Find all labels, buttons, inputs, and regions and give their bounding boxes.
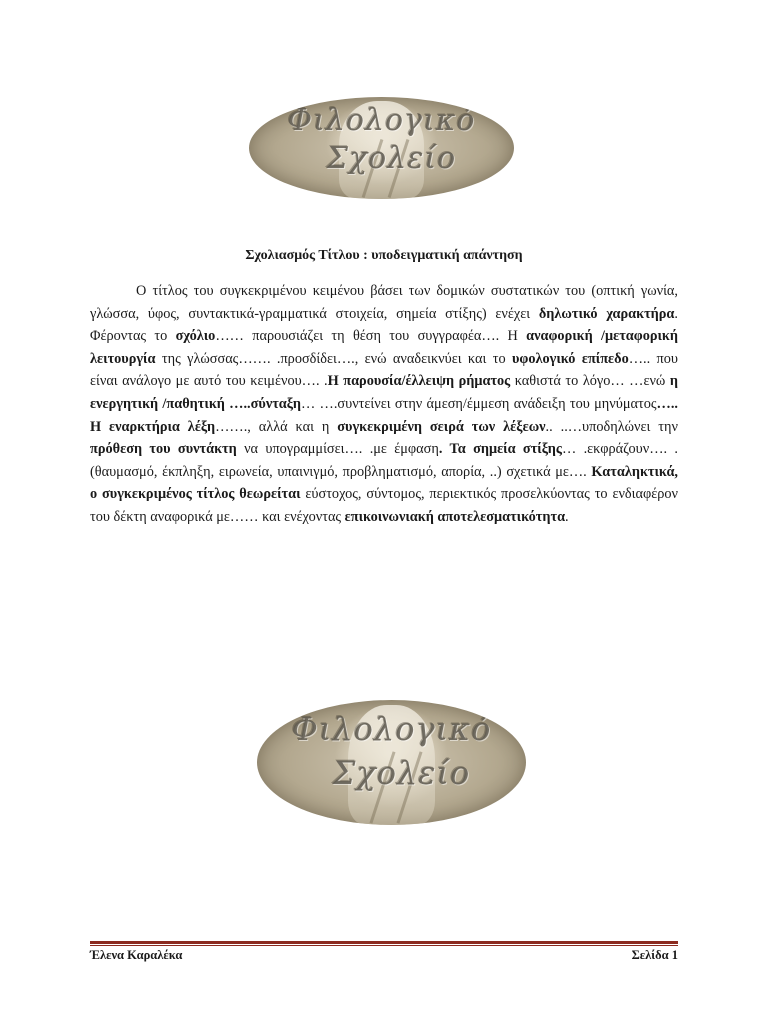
bold-text-segment: . Τα σημεία στίξης [438, 441, 562, 458]
bold-text-segment: πρόθεση του συντάκτη [90, 441, 237, 458]
text-segment: .. ..…υποδηλώνει την [545, 418, 678, 435]
logo-text-line2: Σχολείο [332, 754, 471, 792]
text-segment: ……., αλλά και η [215, 418, 338, 435]
bold-text-segment: επικοινωνιακή αποτελεσματικότητα [344, 508, 566, 525]
text-segment: καθιστά το λόγο… …ενώ [510, 373, 670, 390]
logo-text-line1: Φιλολογικό [291, 710, 492, 748]
logo-text-line2: Σχολείο [326, 141, 457, 176]
text-segment: . [565, 508, 569, 525]
footer-rule [90, 941, 678, 944]
document-title: Σχολιασμός Τίτλου : υποδειγματική απάντηση [245, 248, 523, 263]
text-segment: … .εκφράζουν…. .(θαυμασμό, έκπληξη, ειρωνεία, υπαινιγμό, προβληματισμό, απορία, ..) σχετικά με…. [90, 441, 678, 480]
logo-text-line1: Φιλολογικό [287, 103, 476, 138]
bold-text-segment: αναφορική /μεταφορική λειτουργία [90, 328, 678, 367]
bold-text-segment: συγκεκριμένη σειρά των λέξεων [337, 418, 546, 435]
text-segment: εύστοχος, σύντομος, περιεκτικός προσελκύοντας το ενδιαφέρον του δέκτη αναφορικά με…… και ενέχοντας [90, 486, 678, 525]
bold-text-segment: δηλωτικό χαρακτήρα [538, 305, 675, 322]
footer-page-number: Σελίδα 1 [631, 948, 678, 962]
text-segment: να υπογραμμίσει…. .με έμφαση [236, 441, 439, 458]
text-segment: . Φέροντας το [90, 305, 678, 345]
bold-text-segment: η ενεργητική /παθητική …..σύνταξη [90, 373, 678, 412]
text-segment: ….. που είναι ανάλογο με αυτό του κειμένου…. . [90, 350, 678, 390]
bold-text-segment: ….. Η εναρκτήρια λέξη [90, 395, 678, 435]
text-segment: Ο τίτλος του συγκεκριμένου κειμένου βάσει των δομικών συστατικών του (οπτική γωνία, γλώσσα, ύφος, συντακτικά-γραμματικά στοιχεία, σημεία στίξης) ενέχει [90, 283, 678, 322]
bold-text-segment: υφολογικό επίπεδο [512, 350, 629, 367]
bold-text-segment: Η παρουσία/έλλειψη ρήματος [327, 373, 511, 390]
text-segment: …… παρουσιάζει τη θέση του συγγραφέα…. Η [215, 328, 527, 345]
bold-text-segment: Καταληκτικά, ο συγκεκριμένος τίτλος θεωρείται [90, 463, 678, 503]
bold-text-segment: σχόλιο [175, 328, 216, 345]
logo-image-bottom [257, 700, 526, 825]
body-paragraph [90, 280, 678, 529]
logo-image-top [249, 97, 514, 199]
footer-rule-thin [90, 945, 678, 946]
footer-author: Έλενα Καραλέκα [90, 948, 183, 962]
text-segment: της γλώσσας……. .προσδίδει…., ενώ αναδεικνύει και το [155, 350, 512, 367]
text-segment: … ….συντείνει στην άμεση/έμμεση ανάδειξη του μηνύματος [300, 395, 657, 412]
